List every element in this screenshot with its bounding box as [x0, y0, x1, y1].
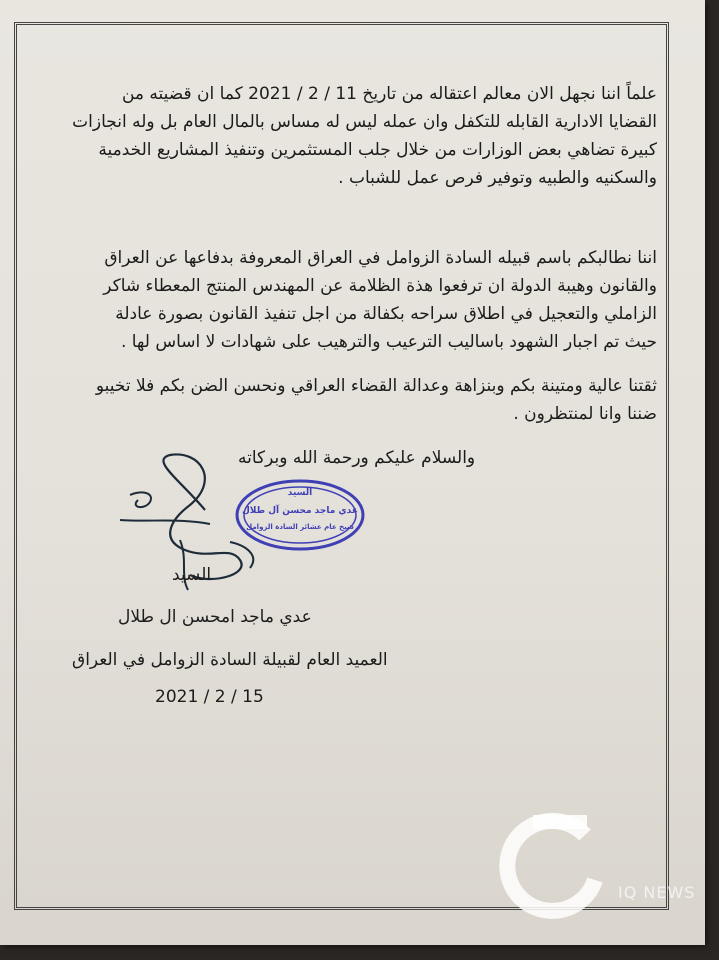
stamp-name: عدي ماجد محسن آل طلال	[241, 506, 359, 516]
paragraph-1	[67, 80, 657, 192]
paragraph-1-line: والسكنيه والطبيه وتوفير فرص عمل للشباب .	[338, 168, 657, 188]
document-date: 2021 / 2 / 15	[155, 687, 264, 707]
paragraph-2-line: اننا نطالبكم باسم قبيله السادة الزوامل في العراق المعروفة بدفاعها عن العراق	[104, 248, 657, 268]
paragraph-3	[67, 372, 657, 428]
paragraph-2-line: حيث تم اجبار الشهود باساليب الترعيب والترهيب على شهادات لا اساس لها .	[120, 332, 657, 352]
stamp-role: شيخ عام عشائر السادة الزوامل	[246, 523, 354, 531]
official-stamp	[234, 478, 366, 552]
paragraph-2-line: والقانون وهيبة الدولة ان ترفعوا هذة الظلامة عن المهندس المنتج المعطاء شاكر	[103, 276, 657, 296]
closing-greeting: والسلام عليكم ورحمة الله وبركاته	[238, 448, 476, 468]
paragraph-2	[67, 244, 657, 356]
paragraph-2-line: الزاملي والتعجيل في اطلاق سراحه بكفالة من اجل تنفيذ القانون بصورة عادلة	[115, 304, 657, 324]
signer-name: عدي ماجد امحسن ال طلال	[118, 607, 312, 627]
signer-title: العميد العام لقبيلة السادة الزوامل في العراق	[72, 650, 388, 670]
paragraph-1-line: علماً اننا نجهل الان معالم اعتقاله من تاريخ 11 / 2 / 2021 كما ان قضيته من	[121, 84, 657, 104]
iq-news-logo-icon	[495, 810, 615, 930]
paragraph-3-line: ثقتنا عالية ومتينة بكم وبنزاهة وعدالة القضاء العراقي ونحسن الضن بكم فلا تخيبو	[95, 376, 657, 396]
paragraph-1-line: القضايا الادارية القابله للتكفل وان عمله ليس له مساس بالمال العام بل وله انجازات	[72, 112, 657, 132]
paragraph-1-line: كبيرة تضاهي بعض الوزارات من خلال جلب المستثمرين وتنفيذ المشاريع الخدمية	[98, 140, 657, 160]
signature-label: السيد	[172, 565, 212, 585]
stamp-title: السيد	[287, 488, 313, 498]
paragraph-3-line: ضننا وانا لمنتظرون .	[513, 404, 657, 424]
iq-news-watermark: IQ NEWS	[618, 883, 696, 902]
